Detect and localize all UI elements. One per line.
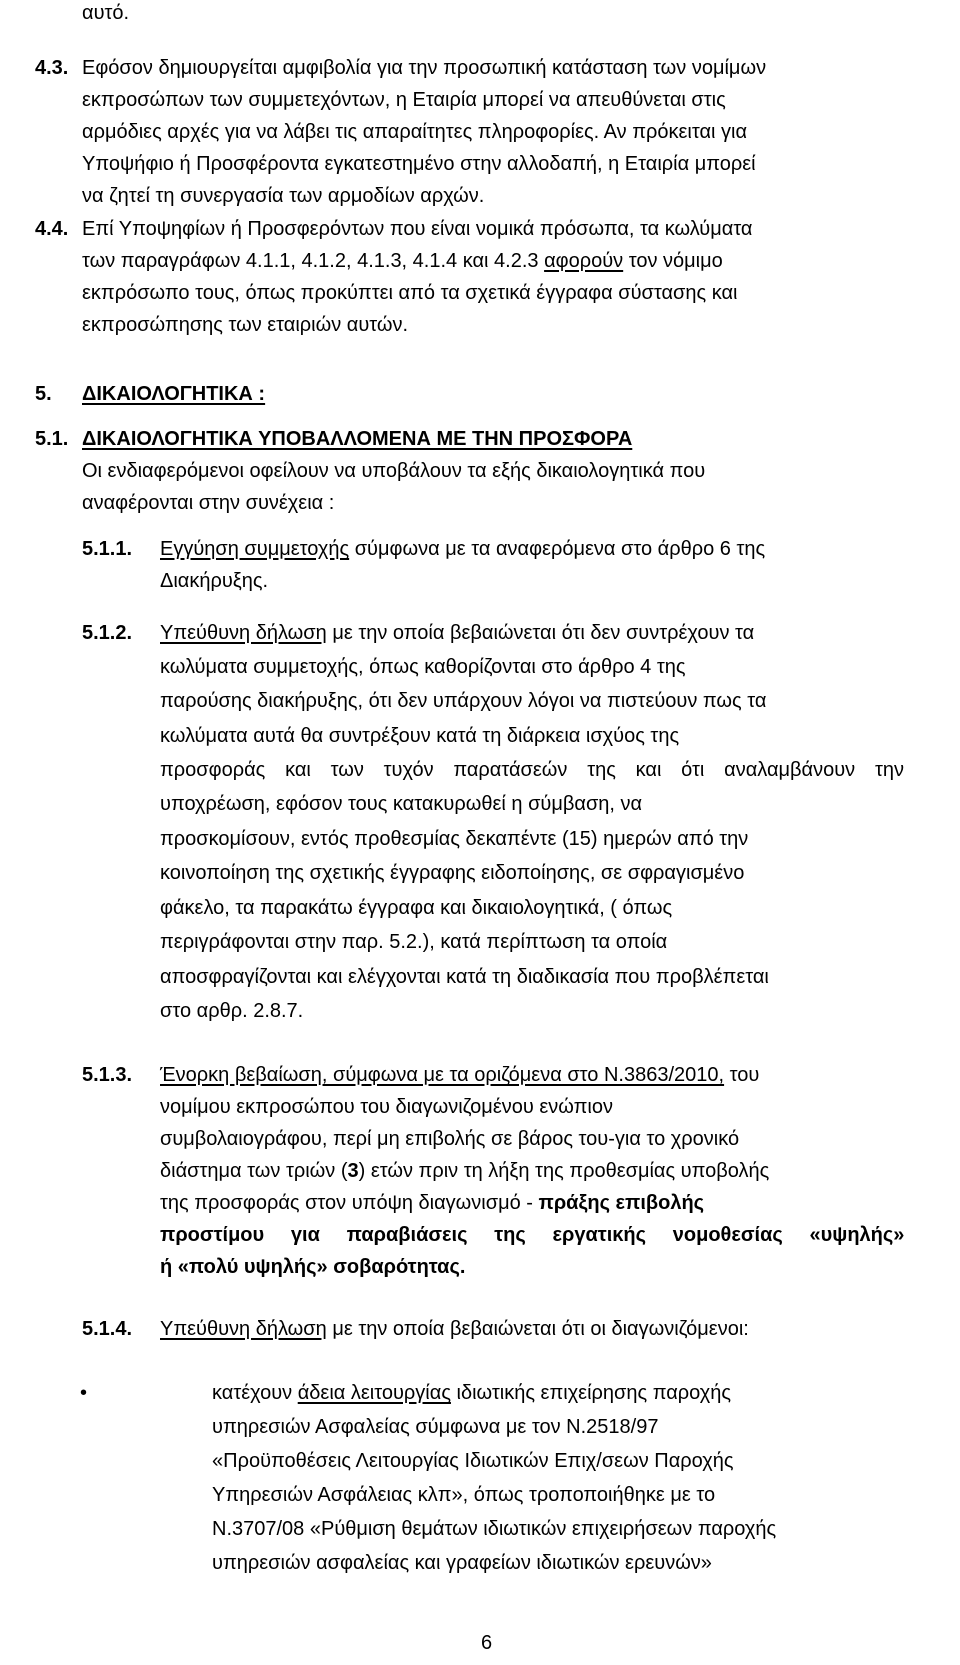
text-line: εκπρόσωπο τους, όπως προκύπτει από τα σχετικά έγγραφα σύστασης και — [82, 282, 738, 304]
text-line: παρούσης διακήρυξης, ότι δεν υπάρχουν λόγοι να πιστεύουν πως τα — [160, 690, 767, 712]
text-line: Ν.3707/08 «Ρύθμιση θεμάτων ιδιωτικών επιχειρήσεων παροχής — [212, 1518, 777, 1540]
text-span: με την οποία βεβαιώνεται ότι οι διαγωνιζόμενοι: — [332, 1318, 749, 1340]
page-number: 6 — [481, 1632, 493, 1654]
bullet-icon: • — [80, 1382, 88, 1404]
section-number-5-1-3: 5.1.3. — [82, 1064, 133, 1086]
text-line — [82, 57, 904, 80]
underlined-text: αφορούν — [544, 250, 624, 272]
text-line: αρμόδιες αρχές για να λάβει τις απαραίτητες πληροφορίες. Αν πρόκειται για — [82, 121, 748, 143]
text-line — [82, 250, 723, 273]
underlined-text: Υπεύθυνη δήλωση — [160, 622, 327, 644]
section-5-heading: ΔΙΚΑΙΟΛΟΓΗΤΙΚΑ : — [82, 383, 266, 405]
text-line: αποσφραγίζονται και ελέγχονται κατά τη διαδικασία που προβλέπεται — [160, 966, 769, 988]
section-number-4-4: 4.4. — [35, 218, 69, 240]
underlined-text: άδεια λειτουργίας — [297, 1382, 451, 1404]
section-number-5-1-4: 5.1.4. — [82, 1318, 133, 1340]
text-line: να ζητεί τη συνεργασία των αρμοδίων αρχών. — [82, 185, 485, 207]
text-line — [160, 1192, 704, 1215]
text-line: Υποψήφιο ή Προσφέροντα εγκατεστημένο στην αλλοδαπή, η Εταιρία μπορεί — [82, 153, 756, 175]
text-span: διάστημα των τριών ( — [160, 1160, 348, 1182]
text-span: ιδιωτικής επιχείρησης παροχής — [456, 1382, 732, 1404]
text-line: φάκελο, τα παρακάτω έγγραφα και δικαιολογητικά, ( όπως — [160, 897, 673, 919]
text-line: προσκομίσουν, εντός προθεσμίας δεκαπέντε (15) ημερών από την — [160, 828, 749, 850]
text-line: κωλύματα συμμετοχής, όπως καθορίζονται στο άρθρο 4 της — [160, 656, 686, 678]
underlined-text: Υπεύθυνη δήλωση — [160, 1318, 327, 1340]
text-span: κατέχουν — [212, 1382, 293, 1404]
text-span: της προσφοράς στον υπόψη διαγωνισμό - — [160, 1192, 533, 1214]
text-line: συμβολαιογράφου, περί μη επιβολής σε βάρος του-για το χρονικό — [160, 1128, 740, 1150]
text-span: ) ετών πριν τη λήξη της προθεσμίας υποβολής — [358, 1160, 770, 1182]
text-line: κωλύματα αυτά θα συντρέξουν κατά τη διάρκεια ισχύος της — [160, 725, 680, 747]
text-line — [212, 1382, 731, 1405]
text-line: Οι ενδιαφερόμενοι οφείλουν να υποβάλουν τα εξής δικαιολογητικά που — [82, 460, 706, 482]
text-line — [160, 1064, 759, 1087]
paragraph-continuation: αυτό. — [82, 2, 130, 24]
section-number-5-1: 5.1. — [35, 428, 69, 450]
text-line — [160, 1160, 769, 1183]
underlined-text: Ένορκη βεβαίωση, σύμφωνα με τα οριζόμενα στο Ν.3863/2010, — [160, 1064, 725, 1086]
text-line: εκπροσώπων των συμμετεχόντων, η Εταιρία μπορεί να απευθύνεται στις — [82, 89, 726, 111]
text-line: «Προϋποθέσεις Λειτουργίας Ιδιωτικών Επιχ/σεων Παροχής — [212, 1450, 734, 1472]
text-line — [160, 538, 765, 561]
text-line: Υπηρεσιών Ασφάλειας κλπ», όπως τροποποιήθηκε με το — [212, 1484, 716, 1506]
text-span: του — [729, 1064, 760, 1086]
text-line: υπηρεσιών Ασφαλείας σύμφωνα με τον Ν.2518/97 — [212, 1416, 659, 1438]
text-line: Διακήρυξης. — [160, 570, 269, 592]
section-number-5: 5. — [35, 383, 52, 405]
section-number-5-1-2: 5.1.2. — [82, 622, 133, 644]
section-5-1-heading: ΔΙΚΑΙΟΛΟΓΗΤΙΚΑ ΥΠΟΒΑΛΛΟΜΕΝΑ ΜΕ ΤΗΝ ΠΡΟΣΦΟΡΑ — [82, 428, 633, 450]
text-line: στο αρθρ. 2.8.7. — [160, 1000, 304, 1022]
text-line: εκπροσώπησης των εταιριών αυτών. — [82, 314, 409, 336]
text-line: υποχρέωση, εφόσον τους κατακυρωθεί η σύμβαση, να — [160, 793, 643, 815]
text-line: αναφέρονται στην συνέχεια : — [82, 492, 335, 514]
text-line: κοινοποίηση της σχετικής έγγραφης ειδοποίησης, σε σφραγισμένο — [160, 862, 745, 884]
text-span: τον νόμιμο — [628, 250, 723, 272]
text-span: με την οποία βεβαιώνεται ότι δεν συντρέχουν τα — [332, 622, 755, 644]
bold-text: 3 — [347, 1160, 359, 1182]
bold-text: πράξης επιβολής — [538, 1192, 705, 1214]
text-line: προσφοράς και των τυχόν παρατάσεών της και ότι αναλαμβάνουν την — [160, 759, 904, 781]
text-line: προστίμου για παραβιάσεις της εργατικής νομοθεσίας «υψηλής» — [160, 1224, 905, 1246]
text-span: των παραγράφων 4.1.1, 4.1.2, 4.1.3, 4.1.4 και 4.2.3 — [82, 250, 539, 272]
text-span: σύμφωνα με τα αναφερόμενα στο άρθρο 6 της — [354, 538, 766, 560]
text-line — [160, 622, 754, 645]
text-line: Επί Υποψηφίων ή Προσφερόντων που είναι νομικά πρόσωπα, τα κωλύματα — [82, 218, 753, 240]
text-line: υπηρεσιών ασφαλείας και γραφείων ιδιωτικών ερευνών» — [212, 1552, 712, 1574]
text-line: περιγράφονται στην παρ. 5.2.), κατά περίπτωση τα οποία — [160, 931, 668, 953]
text-line: Εφόσον δημιουργείται αμφιβολία για την προσωπική κατάσταση των νομίμων — [82, 57, 767, 79]
section-number-4-3: 4.3. — [35, 57, 69, 79]
text-line: νομίμου εκπροσώπου του διαγωνιζομένου ενώπιον — [160, 1096, 613, 1118]
section-number-5-1-1: 5.1.1. — [82, 538, 133, 560]
underlined-text: Εγγύηση συμμετοχής — [160, 538, 350, 560]
text-line: ή «πολύ υψηλής» σοβαρότητας. — [160, 1256, 466, 1278]
text-line — [160, 1318, 749, 1341]
